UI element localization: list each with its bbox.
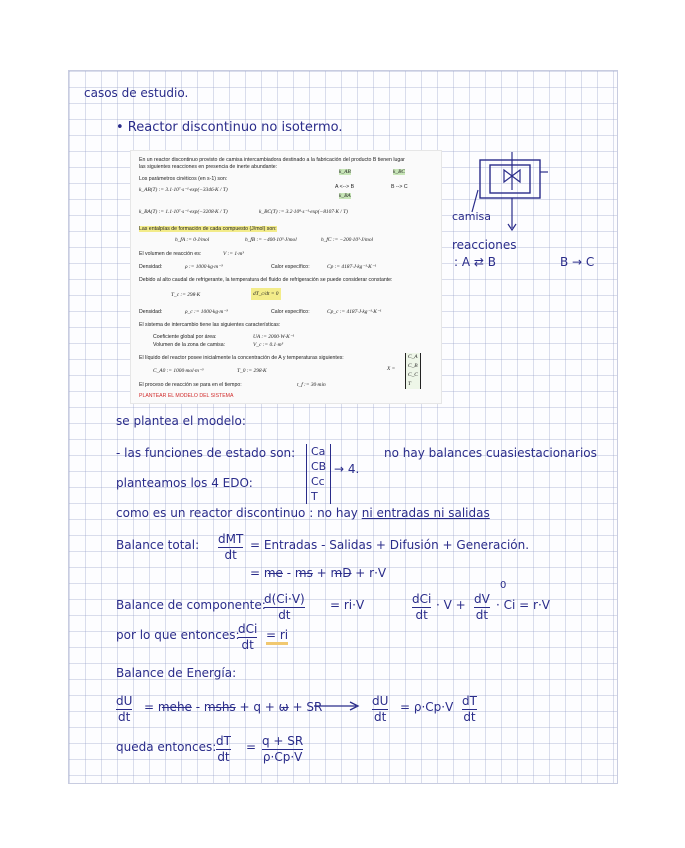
statement-line: Los parámetros cinéticos (en s-1) son: bbox=[139, 176, 228, 182]
page-header: casos de estudio. bbox=[84, 86, 189, 100]
energy-balance-label: Balance de Energía: bbox=[116, 666, 237, 680]
k-bc-label: k_BC bbox=[393, 169, 405, 175]
total-balance-simplified: = m̶e̶ - m̶s̶ + m̶D̶ + r·V bbox=[250, 566, 387, 580]
component-rhs-2: · Ci = r·V bbox=[496, 598, 550, 612]
fraction-dt-dt: dT dt bbox=[462, 694, 477, 724]
cp-label: Calor específico: bbox=[271, 264, 310, 270]
k-ab-label: k_AB bbox=[339, 169, 351, 175]
density-label: Densidad: bbox=[139, 309, 163, 315]
fraction-dciv-dt: d(Ci·V) dt bbox=[264, 592, 305, 622]
enthalpy-b: h_fB := −400·10³·J/mol bbox=[245, 237, 297, 243]
kinetic-eq-ab: k_AB(T) := 3.1·10⁷·s⁻¹·exp(−3346·K / T) bbox=[139, 187, 228, 193]
printed-problem-statement bbox=[130, 150, 442, 404]
reactions-heading: reacciones bbox=[452, 238, 517, 252]
ua-value: UA := 2000·W·K⁻¹ bbox=[253, 334, 295, 340]
note-four-edo: planteamos los 4 EDO: bbox=[116, 476, 253, 490]
note-batch-reactor: como es un reactor discontinuo : no hay ni entradas ni salidas bbox=[116, 506, 490, 520]
statement-line: las siguientes reacciones en presencia de inerte abundante: bbox=[139, 164, 278, 170]
component-balance-label: Balance de componente: bbox=[116, 598, 266, 612]
statement-line: Coeficiente global por área: bbox=[153, 334, 217, 340]
fraction-dv-dt: dV dt bbox=[474, 592, 490, 622]
enthalpy-heading: Las entalpías de formación de cada compuesto (J/mol) son: bbox=[139, 226, 277, 232]
fraction-dci-dt: dCi dt bbox=[412, 592, 432, 622]
statement-line: El volumen de reacción es: bbox=[139, 251, 202, 257]
equals-sign: = bbox=[246, 740, 257, 754]
total-balance-label: Balance total: bbox=[116, 538, 200, 552]
fraction-dt-dt-final: dT dt bbox=[216, 734, 231, 764]
k-ba-label: k_BA bbox=[339, 193, 351, 199]
statement-line: En un reactor discontinuo provisto de camisa intercambiadora destinado a la fabricación del producto B tienen lugar bbox=[139, 157, 405, 163]
statement-line: El líquido del reactor posee inicialmente la concentración de A y temperaturas siguientes: bbox=[139, 355, 344, 361]
note-no-balances: no hay balances cuasiestacionarios bbox=[384, 446, 597, 460]
component-result: = ri bbox=[266, 628, 288, 645]
volume-value: V := 1·m³ bbox=[223, 251, 244, 257]
fraction-dmt-dt: dMT dt bbox=[218, 532, 244, 562]
state-vector-label: X = bbox=[387, 366, 396, 372]
enthalpy-a: h_fA := 0·J/mol bbox=[175, 237, 210, 243]
statement-line: El proceso de reacción se para en el tiempo: bbox=[139, 382, 242, 388]
vc-value: V_c := 0.1·m³ bbox=[253, 342, 284, 348]
density-label: Densidad: bbox=[139, 264, 163, 270]
fraction-dci-dt-result: dCi dt bbox=[238, 622, 258, 652]
tf-value: t_f := 30·min bbox=[297, 382, 326, 388]
energy-balance-rhs: = m̶e̶h̶e̶ - m̶s̶h̶s̶ + q + ω̶ + SR bbox=[144, 700, 323, 714]
component-mid: · V + bbox=[436, 598, 466, 612]
statement-line: Debido al alto caudal de refrigerante, la temperatura del fluido de refrigeración se puede considerar constante: bbox=[139, 277, 393, 283]
state-variables: Ca CB Cc T bbox=[306, 444, 331, 504]
cp-c-value: Cp_c := 4187·J·kg⁻¹·K⁻¹ bbox=[327, 309, 382, 315]
so-then-label: por lo que entonces: bbox=[116, 628, 240, 642]
cp-value: Cp := 4187·J·kg⁻¹·K⁻¹ bbox=[327, 264, 377, 270]
kinetic-eq-ba: k_BA(T) := 1.1·10⁷·s⁻¹·exp(−3208·K / T) bbox=[139, 209, 228, 215]
fraction-du-dt-2: dU dt bbox=[372, 694, 389, 724]
remaining-label: queda entonces: bbox=[116, 740, 217, 754]
statement-line: Volumen de la zona de camisa: bbox=[153, 342, 226, 348]
statement-line: El sistema de intercambio tiene las siguientes características: bbox=[139, 322, 281, 328]
kinetic-eq-bc: k_BC(T) := 3.2·10⁸·s⁻¹·exp(−8107·K / T) bbox=[259, 209, 348, 215]
cp-label: Calor específico: bbox=[271, 309, 310, 315]
fraction-energy-result: q + SR ρ·Cp·V bbox=[262, 734, 304, 764]
component-balance-rhs: = ri·V bbox=[330, 598, 365, 612]
note-state-functions: - las funciones de estado son: bbox=[116, 446, 296, 460]
note-model: se plantea el modelo: bbox=[116, 414, 246, 428]
zero-annotation: 0 bbox=[500, 580, 507, 591]
fraction-du-dt: dU dt bbox=[116, 694, 133, 724]
reaction-bc: B → C bbox=[560, 255, 595, 269]
density-c-value: ρ_c := 1000·kg·m⁻³ bbox=[185, 309, 228, 315]
t0-value: T_0 := 298·K bbox=[237, 368, 267, 374]
reactor-diagram bbox=[450, 150, 600, 240]
enthalpy-c: h_fC := −200·10³·J/mol bbox=[321, 237, 374, 243]
density-value: ρ := 1000·kg·m⁻³ bbox=[185, 264, 223, 270]
arrow-four: → 4. bbox=[334, 462, 360, 476]
reaction-ab: : A ⇄ B bbox=[454, 255, 496, 269]
section-title: • Reactor discontinuo no isotermo. bbox=[116, 120, 343, 135]
reaction-2: B --> C bbox=[391, 184, 408, 190]
long-arrow-icon bbox=[312, 700, 362, 712]
reaction-1: A <--> B bbox=[335, 184, 355, 190]
total-balance-rhs: = Entradas - Salidas + Difusión + Generación. bbox=[250, 538, 530, 552]
dtc-dt: dT_c/dt = 0 bbox=[251, 288, 281, 300]
tc-value: T_c := 298·K bbox=[171, 292, 201, 298]
state-vector: C_A C_B C_C T bbox=[405, 353, 421, 389]
camisa-label: camisa bbox=[452, 210, 492, 223]
ca0-value: C_A0 := 1000·mol·m⁻³ bbox=[153, 368, 204, 374]
instruction-line: PLANTEAR EL MODELO DEL SISTEMA bbox=[139, 393, 234, 399]
energy-rhs-2: = ρ·Cp·V bbox=[400, 700, 454, 714]
